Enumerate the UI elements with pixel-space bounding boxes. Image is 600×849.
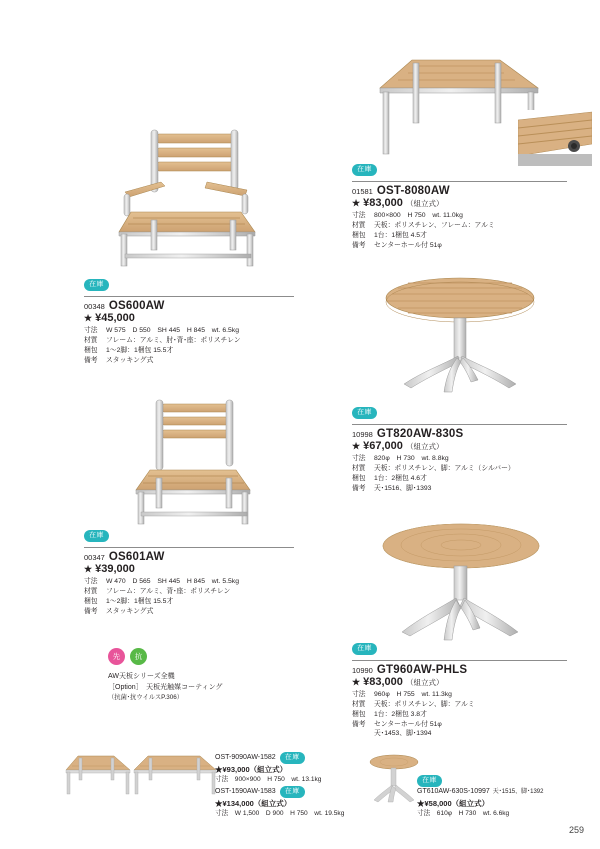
- option-line-1: AW天板シリーズ全機: [108, 673, 175, 680]
- spec-row: [84, 607, 294, 617]
- spec-row: [352, 484, 567, 494]
- os601aw-illustration: [110, 392, 275, 532]
- stock-badge: 在庫: [352, 643, 377, 655]
- spec-label: 寸法: [352, 691, 366, 698]
- product-name: OST-1590AW-1583: [215, 787, 276, 795]
- os600aw-price-row: [84, 312, 294, 324]
- spec-label: 寸法: [84, 327, 98, 334]
- spec-row: [352, 690, 567, 700]
- product-code: 10990: [352, 665, 373, 675]
- spec-label: 寸法: [352, 212, 366, 219]
- assembly-note: （組立式）: [405, 442, 444, 451]
- spec-label: 梱包: [352, 710, 366, 718]
- os601aw-code-row: [84, 551, 294, 563]
- spec-row: [352, 729, 567, 739]
- divider: [84, 296, 294, 297]
- spec-label: 寸法: [352, 455, 366, 462]
- spec-value: スタッキング式: [106, 607, 154, 615]
- antibacterial-icon: 抗: [130, 648, 147, 665]
- gt960aw-specs: [352, 690, 567, 739]
- star-mark: ★: [84, 564, 93, 574]
- spec-row: [84, 346, 294, 356]
- spec-label: 備考: [352, 720, 366, 728]
- stock-badge: 在庫: [84, 530, 109, 542]
- spec-value: 1〜2脚：1梱包 15.5才: [106, 346, 174, 354]
- spec-value: 1台：2梱包 4.6才: [374, 474, 427, 482]
- spec-value: センターホール付 51φ: [374, 720, 442, 728]
- spec-value: スタッキング式: [106, 356, 154, 364]
- spec-value: W 470 D 565 SH 445 H 845 wt. 5.5kg: [106, 578, 239, 585]
- spec-row: [352, 464, 567, 474]
- gt960aw-code-row: [352, 664, 567, 676]
- bottom-name-row: [215, 786, 365, 798]
- gt960aw-badge-wrap: [352, 640, 567, 658]
- product-specs: 寸法 610φ H 730 wt. 6.6kg: [417, 809, 510, 817]
- spec-label: 備考: [352, 241, 366, 249]
- bottom-name-row: [417, 775, 587, 787]
- divider: [352, 660, 567, 661]
- gt820aw-code-row: [352, 428, 567, 440]
- product-price: ★¥134,000（組立式）: [215, 799, 292, 808]
- star-mark: ★: [84, 313, 93, 323]
- spec-value: 1台：2梱包 3.8才: [374, 710, 427, 718]
- product-os600aw: [84, 276, 294, 365]
- spec-row: [84, 577, 294, 587]
- bottom-name-line: [417, 787, 587, 798]
- gt610aw-illustration: [366, 748, 422, 804]
- product-name: OST-8080AW: [376, 185, 450, 197]
- gt820aw-price-row: [352, 440, 567, 452]
- spec-value: 960φ H 755 wt. 11.3kg: [374, 691, 452, 698]
- product-price: ¥39,000: [95, 563, 135, 575]
- spec-row: [352, 710, 567, 720]
- spec-label: 寸法: [84, 578, 98, 585]
- spec-row: [352, 720, 567, 730]
- wood-detail-inset: [518, 110, 592, 166]
- option-line-3: （抗菌･抗ウイルスP.306）: [108, 694, 184, 702]
- photocatalyst-icon: 先: [108, 648, 125, 665]
- os600aw-code-row: [84, 300, 294, 312]
- spec-label: [352, 729, 374, 739]
- spec-value: 1台：1梱包 4.5才: [374, 231, 427, 239]
- product-code: 10998: [352, 429, 373, 439]
- product-specs: 寸法 W 1,500 D 900 H 750 wt. 19.5kg: [215, 810, 345, 818]
- os601aw-specs: [84, 577, 294, 616]
- gt820aw-specs: [352, 454, 567, 493]
- stock-badge: 在庫: [280, 786, 305, 798]
- star-mark: ★: [352, 198, 361, 208]
- product-price: ¥67,000: [363, 440, 403, 452]
- os600aw-specs: [84, 326, 294, 365]
- spec-value: 天･1453、脚･1394: [374, 730, 432, 738]
- product-gt960aw: [352, 640, 567, 739]
- stock-badge: 在庫: [280, 752, 305, 764]
- divider: [352, 181, 567, 182]
- spec-label: 梱包: [352, 474, 366, 482]
- product-code: 00348: [84, 301, 105, 311]
- spec-value: センターホール付 51φ: [374, 241, 442, 249]
- product-ost8080aw: [352, 161, 567, 250]
- spec-label: 材質: [352, 464, 366, 472]
- stock-badge: 在庫: [84, 279, 109, 291]
- os600aw-illustration: [95, 120, 285, 270]
- spec-row: [84, 587, 294, 597]
- spec-label: 材質: [352, 700, 366, 708]
- spec-row: [352, 211, 567, 221]
- spec-label: 材質: [352, 221, 366, 229]
- product-name: OS601AW: [108, 551, 165, 563]
- stock-badge: 在庫: [417, 775, 442, 787]
- product-code: 00347: [84, 552, 105, 562]
- option-badges: [108, 648, 298, 665]
- star-mark: ★: [352, 441, 361, 451]
- spec-value: 天板：ポリスチレン、フレーム：アルミ: [374, 221, 495, 229]
- spec-value: 1〜2脚：1梱包 15.5才: [106, 597, 174, 605]
- assembly-note: （組立式）: [405, 678, 444, 687]
- spec-row: [352, 454, 567, 464]
- product-note: 天･1515、脚･1392: [492, 789, 544, 795]
- spec-value: 天板：ポリスチレン、脚：アルミ（シルバー）: [374, 464, 515, 472]
- spec-label: 備考: [352, 484, 366, 492]
- spec-value: 800×800 H 750 wt. 11.0kg: [374, 212, 463, 219]
- product-name: GT820AW-830S: [376, 428, 464, 440]
- spec-row: [352, 231, 567, 241]
- ost8080aw-price-row: [352, 197, 567, 209]
- option-note: [108, 648, 298, 703]
- ost9090aw-illustration: [62, 748, 132, 798]
- product-price: ¥83,000: [363, 676, 403, 688]
- assembly-note: （組立式）: [405, 199, 444, 208]
- ost1590aw-illustration: [130, 748, 218, 798]
- product-price: ★¥93,000（組立式）: [215, 765, 288, 774]
- ost8080aw-code-row: [352, 185, 567, 197]
- product-name: OS600AW: [108, 300, 165, 312]
- gt820aw-illustration: [378, 272, 543, 400]
- product-price: ★¥58,000（組立式）: [417, 798, 490, 808]
- divider: [352, 424, 567, 425]
- spec-value: W 575 D 550 SH 445 H 845 wt. 6.5kg: [106, 327, 239, 334]
- spec-label: 梱包: [84, 597, 98, 605]
- os601aw-badge-wrap: [84, 527, 294, 545]
- divider: [84, 547, 294, 548]
- product-name: GT610AW-630S-10997: [417, 788, 490, 795]
- product-os601aw: [84, 527, 294, 616]
- bottom-item-ost1590aw: [215, 786, 365, 819]
- product-specs: 寸法 900×900 H 750 wt. 13.1kg: [215, 776, 322, 784]
- gt820aw-badge-wrap: [352, 404, 567, 422]
- spec-value: 820φ H 730 wt. 8.8kg: [374, 455, 449, 462]
- spec-value: 天板：ポリスチレン、脚：アルミ: [374, 700, 475, 708]
- spec-row: [352, 700, 567, 710]
- option-line-2: ［Option］ 天板光触媒コーティング: [108, 684, 223, 692]
- spec-row: [84, 597, 294, 607]
- gt960aw-price-row: [352, 676, 567, 688]
- spec-value: 天･1516、脚･1393: [374, 484, 432, 492]
- spec-value: フレーム：アルミ、肘･背･座：ポリスチレン: [106, 336, 241, 344]
- spec-row: [84, 356, 294, 366]
- spec-value: フレーム：アルミ、背･座：ポリスチレン: [106, 587, 231, 595]
- spec-label: 備考: [84, 356, 98, 364]
- spec-row: [84, 336, 294, 346]
- spec-row: [84, 326, 294, 336]
- stock-badge: 在庫: [352, 164, 377, 176]
- ost8080aw-specs: [352, 211, 567, 250]
- star-mark: ★: [352, 677, 361, 687]
- spec-label: 材質: [84, 587, 98, 595]
- bottom-item-ost9090aw: [215, 752, 345, 785]
- product-gt820aw: [352, 404, 567, 493]
- bottom-item-gt610aw: [417, 775, 587, 819]
- spec-label: 梱包: [352, 231, 366, 239]
- spec-label: 梱包: [84, 346, 98, 354]
- spec-label: 備考: [84, 607, 98, 615]
- ost8080aw-badge-wrap: [352, 161, 567, 179]
- spec-row: [352, 474, 567, 484]
- product-name: GT960AW-PHLS: [376, 664, 468, 676]
- stock-badge: 在庫: [352, 407, 377, 419]
- gt960aw-illustration: [376, 518, 546, 648]
- page-number: 259: [568, 825, 584, 835]
- os600aw-badge-wrap: [84, 276, 294, 294]
- product-code: 01581: [352, 186, 373, 196]
- os601aw-price-row: [84, 563, 294, 575]
- product-name: OST-9090AW-1582: [215, 753, 276, 761]
- product-price: ¥83,000: [363, 197, 403, 209]
- spec-row: [352, 241, 567, 251]
- spec-row: [352, 221, 567, 231]
- spec-label: 材質: [84, 336, 98, 344]
- product-price: ¥45,000: [95, 312, 135, 324]
- bottom-name-row: [215, 752, 345, 764]
